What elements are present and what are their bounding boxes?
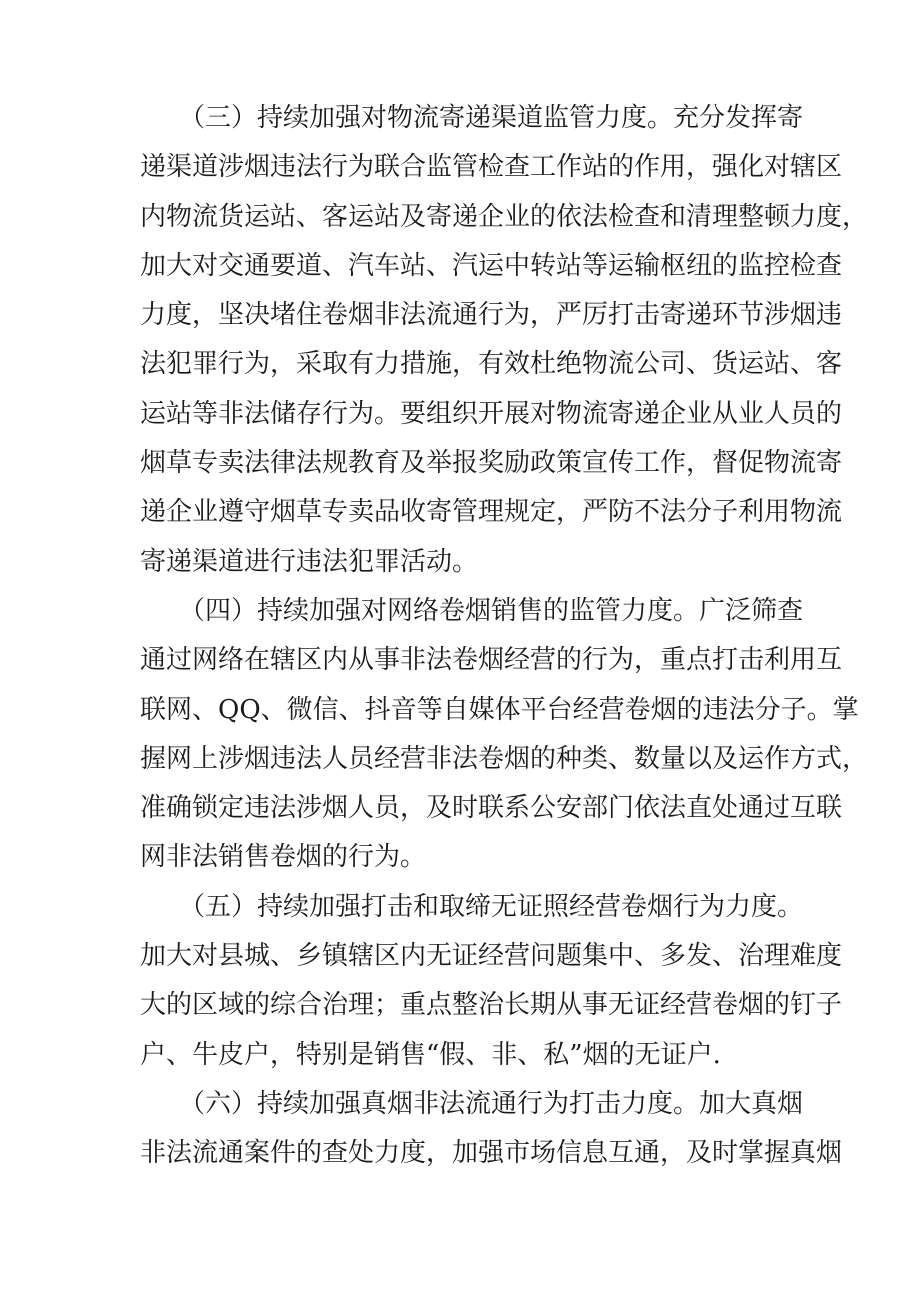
text-line: （五）持续加强打击和取缔无证照经营卷烟行为力度。 [140, 891, 804, 922]
text-line: （三）持续加强对物流寄递渠道监管力度。充分发挥寄 [140, 103, 804, 133]
text-line: 大的区域的综合治理；重点整治长期从事无证经营卷烟的钉子 [140, 990, 843, 1021]
text-line: 联网、QQ、微信、抖音等自媒体平台经营卷烟的违法分子。掌 [140, 694, 859, 725]
text-line: 烟草专卖法律法规教育及举报奖励政策宣传工作，督促物流寄 [140, 448, 843, 479]
paragraph-five [140, 883, 843, 1080]
text-line: （六）持续加强真烟非法流通行为打击力度。加大真烟 [140, 1088, 804, 1119]
text-line: 力度，坚决堵住卷烟非法流通行为，严厉打击寄递环节涉烟违 [140, 300, 843, 331]
paragraph-six [140, 1080, 843, 1179]
paragraph-three [140, 94, 869, 587]
text-line: 递企业遵守烟草专卖品收寄管理规定，严防不法分子利用物流 [140, 497, 843, 528]
text-line: 通过网络在辖区内从事非法卷烟经营的行为，重点打击利用互 [140, 645, 843, 676]
text-line: 递渠道涉烟违法行为联合监管检查工作站的作用，强化对辖区 [140, 152, 843, 183]
paragraph-four [140, 587, 869, 883]
text-line: 运站等非法储存行为。要组织开展对物流寄递企业从业人员的 [140, 398, 843, 429]
text-line: 握网上涉烟违法人员经营非法卷烟的种类、数量以及运作方式， [140, 743, 869, 774]
text-line: 加大对县城、乡镇辖区内无证经营问题集中、多发、治理难度 [140, 941, 843, 972]
text-line: 非法流通案件的查处力度，加强市场信息互通，及时掌握真烟 [140, 1138, 843, 1169]
text-line: 内物流货运站、客运站及寄递企业的依法检查和清理整顿力度， [140, 201, 869, 232]
text-line: 加大对交通要道、汽车站、汽运中转站等运输枢纽的监控检查 [140, 250, 843, 281]
document-body [140, 94, 869, 1179]
text-line: 寄递渠道进行违法犯罪活动。 [140, 546, 479, 577]
text-line: 法犯罪行为，采取有力措施，有效杜绝物流公司、货运站、客 [140, 349, 843, 380]
text-line: 户、牛皮户，特别是销售“假、非、私”烟的无证户. [140, 1039, 721, 1070]
text-line: 准确锁定违法涉烟人员，及时联系公安部门依法直处通过互联 [140, 793, 843, 824]
text-line: 网非法销售卷烟的行为。 [140, 842, 427, 873]
text-line: （四）持续加强对网络卷烟销售的监管力度。广泛筛查 [140, 595, 804, 626]
